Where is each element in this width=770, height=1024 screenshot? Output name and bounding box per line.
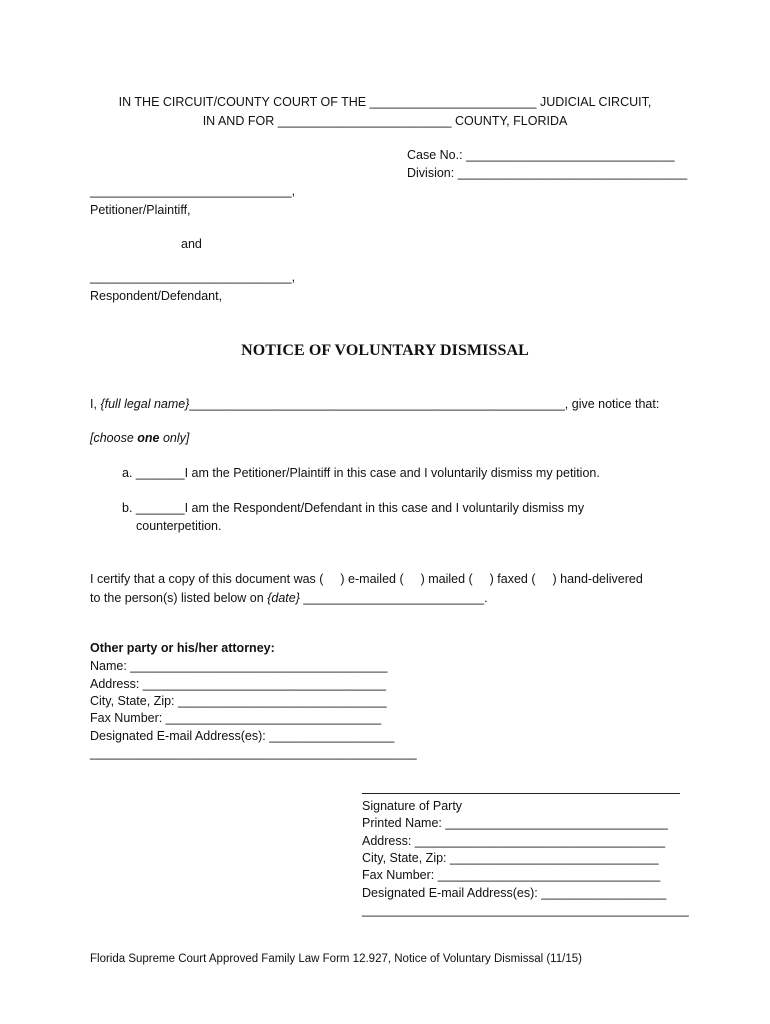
- court-header-right: JUDICIAL CIRCUIT,: [539, 95, 652, 109]
- respondent-label: Respondent/Defendant,: [90, 289, 223, 303]
- signature-printed-name-field[interactable]: Printed Name: ________________________________: [362, 816, 668, 830]
- faxed-option[interactable]: ) faxed (: [489, 572, 536, 586]
- certify-line-1: [90, 572, 643, 586]
- signature-email-field[interactable]: Designated E-mail Address(es): __________________: [362, 886, 667, 900]
- signature-label: Signature of Party: [362, 799, 463, 813]
- full-legal-name-field[interactable]: ______________________________________________________: [189, 397, 565, 411]
- other-party-fax-field[interactable]: Fax Number: _______________________________: [90, 711, 382, 725]
- choose-one-instruction: [90, 431, 189, 445]
- signature-address-field[interactable]: Address: ____________________________________: [362, 834, 666, 848]
- court-header-line-2: [0, 114, 770, 128]
- signature-line[interactable]: [362, 793, 680, 794]
- option-a-check-field[interactable]: _______: [135, 466, 185, 480]
- division-label: Division:: [407, 166, 455, 180]
- county-prefix: IN AND FOR: [202, 114, 275, 128]
- division-row: [407, 166, 687, 180]
- full-legal-name-hint: {full legal name}: [100, 397, 190, 411]
- date-hint: {date}: [267, 591, 300, 605]
- petitioner-label: Petitioner/Plaintiff,: [90, 203, 191, 217]
- choose-one-bold: one: [137, 431, 160, 445]
- option-b-text: I am the Respondent/Defendant in this case and I voluntarily dismiss my: [184, 501, 585, 515]
- option-b-continuation: counterpetition.: [136, 519, 222, 533]
- option-b: [122, 501, 584, 515]
- other-party-name-field[interactable]: Name: _____________________________________: [90, 659, 388, 673]
- case-number-field[interactable]: ______________________________: [466, 148, 675, 162]
- intro-suffix: , give notice that:: [564, 397, 660, 411]
- division-field[interactable]: _________________________________: [457, 166, 688, 180]
- hand-delivered-option[interactable]: ) hand-delivered: [552, 572, 643, 586]
- signature-city-field[interactable]: City, State, Zip: ______________________________: [362, 851, 659, 865]
- other-party-address-field[interactable]: Address: ___________________________________: [90, 677, 387, 691]
- certify-date-field[interactable]: __________________________.: [303, 591, 488, 605]
- petitioner-name-field[interactable]: _____________________________,: [90, 184, 296, 198]
- county-suffix: COUNTY, FLORIDA: [455, 114, 568, 128]
- other-party-heading: Other party or his/her attorney:: [90, 641, 275, 655]
- certify-line-2: [90, 591, 488, 605]
- certify-prefix: I certify that a copy of this document was (: [90, 572, 324, 586]
- respondent-name-field[interactable]: _____________________________,: [90, 270, 296, 284]
- emailed-option[interactable]: ) e-mailed (: [340, 572, 404, 586]
- option-b-check-field[interactable]: _______: [135, 501, 185, 515]
- form-footer: Florida Supreme Court Approved Family Law Form 12.927, Notice of Voluntary Dismissal (11/15): [90, 953, 582, 965]
- document-title: NOTICE OF VOLUNTARY DISMISSAL: [241, 342, 529, 359]
- certify-date-prefix: to the person(s) listed below on: [90, 591, 264, 605]
- intro-prefix: I,: [90, 397, 97, 411]
- other-party-email-field[interactable]: Designated E-mail Address(es): __________________: [90, 729, 395, 743]
- case-number-row: [407, 148, 675, 162]
- court-header-left: IN THE CIRCUIT/COUNTY COURT OF THE: [118, 95, 367, 109]
- and-label: and: [181, 237, 202, 251]
- signature-fax-field[interactable]: Fax Number: ________________________________: [362, 868, 661, 882]
- signature-extra-line[interactable]: _______________________________________________: [362, 903, 689, 917]
- option-b-marker: b.: [122, 501, 133, 515]
- other-party-extra-line[interactable]: _______________________________________________: [90, 746, 417, 760]
- county-blank[interactable]: _________________________: [277, 114, 452, 128]
- option-a: [122, 466, 600, 480]
- circuit-blank[interactable]: ________________________: [369, 95, 537, 109]
- option-a-marker: a.: [122, 466, 133, 480]
- notice-intro: [90, 397, 659, 411]
- choose-suffix: only]: [162, 431, 190, 445]
- other-party-city-field[interactable]: City, State, Zip: ______________________________: [90, 694, 387, 708]
- choose-prefix: [choose: [90, 431, 134, 445]
- option-a-text: I am the Petitioner/Plaintiff in this case and I voluntarily dismiss my petition.: [184, 466, 600, 480]
- court-header-line-1: [0, 95, 770, 109]
- mailed-option[interactable]: ) mailed (: [420, 572, 473, 586]
- case-number-label: Case No.:: [407, 148, 463, 162]
